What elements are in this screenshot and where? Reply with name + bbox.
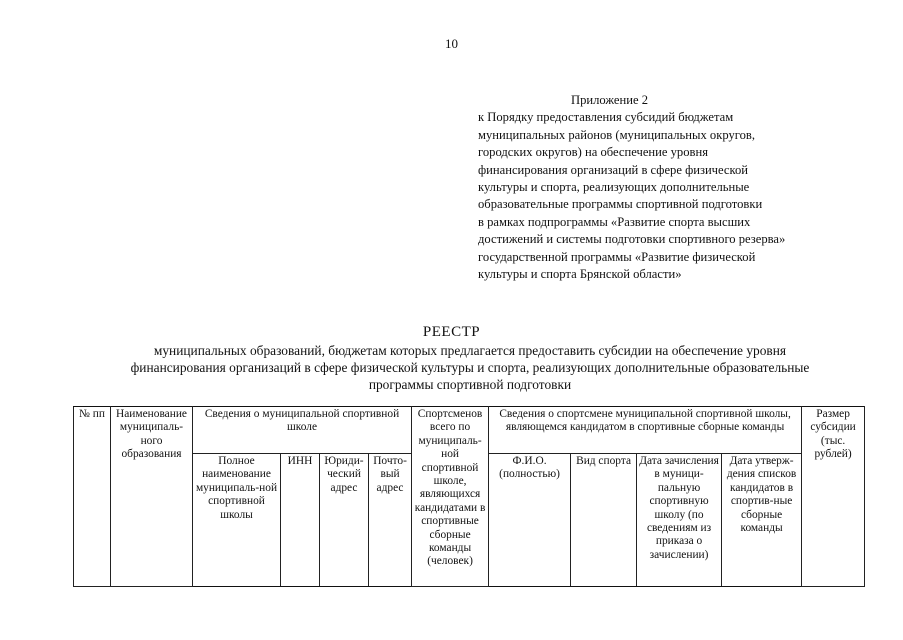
header-subsidy: Размер субсидии (тыс. рублей) [802, 407, 865, 587]
header-enrollment-date: Дата зачисления в муници-пальную спортивную школу (по сведениям из приказа о зачислении) [637, 454, 722, 587]
header-inn: ИНН [281, 454, 320, 587]
registry-subtitle-line: муниципальных образований, бюджетам которых предлагается предоставить субсидии на обеспечение уровня [153, 343, 787, 358]
registry-table [73, 406, 865, 587]
header-sport: Вид спорта [571, 454, 637, 587]
appendix-block [478, 92, 878, 283]
header-postal-address: Почто-вый адрес [369, 454, 412, 587]
header-fio: Ф.И.О. (полностью) [489, 454, 571, 587]
header-school-name: Полное наименование муниципаль-ной спортивной школы [193, 454, 281, 587]
header-group-athlete: Сведения о спортсмене муниципальной спортивной школы, являющемся кандидатом в спортивные сборные команды [489, 407, 802, 454]
appendix-line: образовательные программы спортивной подготовки [478, 197, 763, 212]
header-municipality: Наименование муниципаль-ного образования [111, 407, 193, 587]
appendix-line: финансирования организаций в сфере физической [478, 162, 749, 177]
header-group-school: Сведения о муниципальной спортивной школе [193, 407, 412, 454]
appendix-line: культуры и спорта, реализующих дополнительные [478, 180, 750, 195]
registry-subtitle-line: программы спортивной подготовки [368, 377, 572, 393]
appendix-line: культуры и спорта Брянской области» [478, 267, 682, 282]
appendix-line: муниципальных районов (муниципальных округов, [478, 127, 756, 142]
appendix-line: государственной программы «Развитие физической [478, 249, 756, 264]
header-approval-date: Дата утверж-дения списков кандидатов в спортив-ные сборные команды [722, 454, 802, 587]
appendix-title: Приложение 2 [571, 93, 649, 107]
registry-title: РЕЕСТР [422, 324, 481, 340]
page-number: 10 [445, 36, 458, 51]
appendix-line: достижений и системы подготовки спортивного резерва» [478, 232, 786, 247]
header-athletes-total: Спортсменов всего по муниципаль-ной спортивной школе, являющихся кандидатами в спортивные сборные команды (человек) [412, 407, 489, 587]
appendix-line: к Порядку предоставления субсидий бюджетам [478, 110, 734, 125]
appendix-line: в рамках подпрограммы «Развитие спорта высших [478, 214, 751, 229]
registry-subtitle-line: финансирования организаций в сфере физической культуры и спорта, реализующих дополнительные образовательные [130, 360, 810, 376]
appendix-line: городских округов) на обеспечение уровня [478, 145, 708, 160]
header-legal-address: Юриди-ческий адрес [320, 454, 369, 587]
registry-subtitle [90, 342, 850, 394]
header-number: № пп [74, 407, 111, 587]
